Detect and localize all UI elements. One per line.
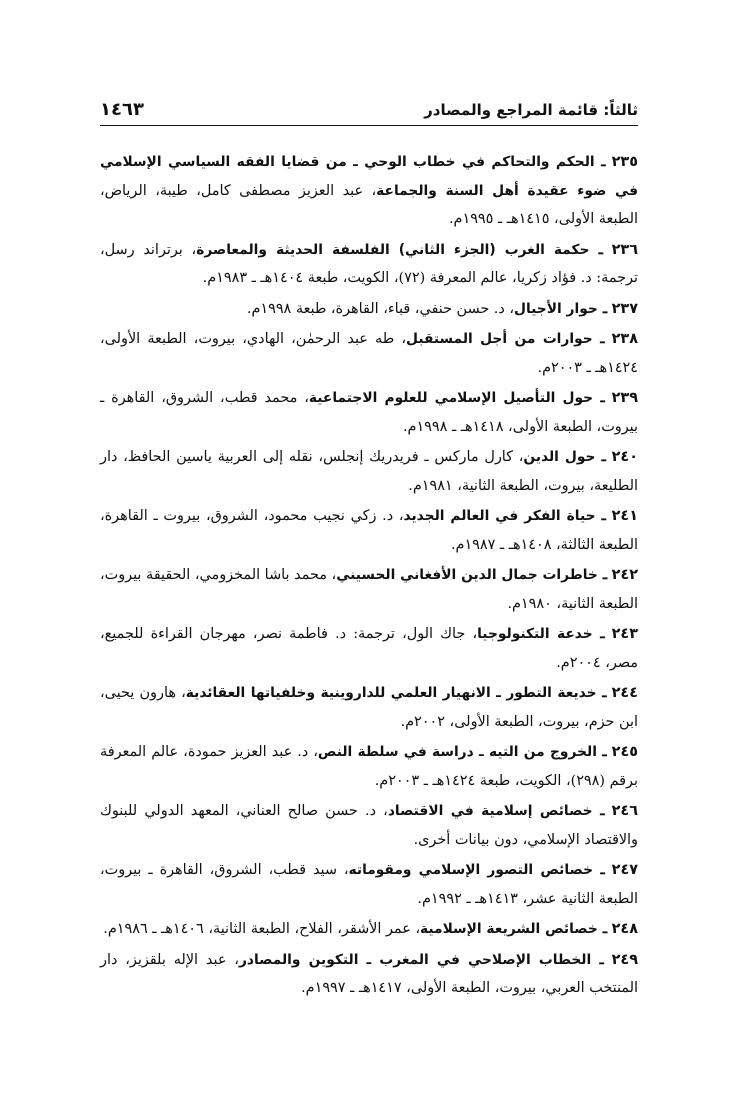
bibliography-entry [100, 946, 638, 1003]
entry-details: ، عبد الإله بلقزيز، دار المنتخب العربي، بيروت، الطبعة الأولى، ١٤١٧هـ ـ ١٩٩٧م. [100, 951, 638, 996]
entry-details: ، كارل ماركس ـ فريدريك إنجلس، نقله إلى العربية ياسين الحافظ، دار الطليعة، بيروت، الطبعة الثانية، ١٩٨١م. [100, 449, 638, 494]
entry-number: ٢٣٥ [611, 154, 638, 170]
entry-title: حول التأصيل الإسلامي للعلوم الاجتماعية [308, 390, 594, 406]
entry-number: ٢٤٠ [611, 449, 638, 465]
entry-dash: ـ [597, 566, 608, 583]
bibliography-entry [100, 384, 638, 441]
bibliography-entry [100, 236, 638, 293]
entry-number: ٢٤٨ [611, 921, 638, 937]
entry-dash: ـ [596, 743, 607, 760]
entry-title: حوار الأجيال [514, 300, 598, 317]
entry-details: ، سيد قطب، الشروق، القاهرة ـ بيروت، الطبعة الثانية عشر، ١٤١٣هـ ـ ١٩٩٢م. [100, 862, 638, 907]
entry-details: ، عبد العزيز مصطفى كامل، طيبة، الرياض، الطبعة الأولى، ١٤١٥هـ ـ ١٩٩٥م. [100, 182, 638, 227]
entry-number: ٢٣٦ [611, 241, 638, 258]
entry-number: ٢٤٢ [611, 567, 639, 583]
entry-title: خصائص إسلامية في الاقتصاد [387, 803, 593, 819]
bibliography-list [100, 148, 638, 1005]
running-header [100, 90, 638, 120]
entry-number: ٢٤٦ [611, 803, 638, 819]
bibliography-entry [100, 856, 638, 913]
entry-details: ، د. عبد العزيز حمودة، عالم المعرفة برقم (٢٩٨)، الكويت، طبعة ١٤٢٤هـ ـ ٢٠٠٣م. [100, 744, 638, 789]
bibliography-entry [100, 561, 638, 618]
bibliography-entry [100, 679, 638, 736]
entry-dash: ـ [592, 625, 605, 642]
entry-details: ، محمد قطب، الشروق، القاهرة ـ بيروت، الطبعة الأولى، ١٤١٨هـ ـ ١٩٩٨م. [100, 390, 638, 435]
entry-details: ، هارون يحيى، ابن حزم، بيروت، الطبعة الأولى، ٢٠٠٢م. [100, 685, 638, 730]
bibliography-entry [100, 443, 638, 500]
entry-number: ٢٣٨ [611, 331, 638, 347]
entry-dash: ـ [592, 802, 605, 819]
bibliography-entry [100, 620, 638, 677]
entry-title: الحكم والتحاكم في خطاب الوحي ـ من قضايا الفقه السياسي الإسلامي في ضوء عقيدة أهل السنة والجماعة [100, 154, 639, 199]
entry-dash: ـ [595, 507, 606, 524]
bibliography-entry [100, 295, 638, 324]
bibliography-entry [100, 502, 638, 559]
entry-number: ٢٤٥ [611, 744, 639, 760]
entry-title: خصائص التصور الإسلامي ومقوماته [348, 862, 594, 878]
entry-number: ٢٤٣ [611, 626, 638, 642]
entry-title: حوارات من أجل المستقبل [406, 331, 593, 347]
entry-title: خديعة التطور ـ الانهيار العلمي للداروينية وخلفياتها العقائدية [185, 685, 597, 701]
entry-dash: ـ [589, 240, 603, 258]
entry-details: ، د. حسن حنفي، قباء، القاهرة، طبعة ١٩٩٨م. [246, 300, 515, 317]
entry-dash: ـ [591, 950, 604, 968]
entry-title: خدعة التكنولوجيا [477, 626, 593, 642]
entry-details: ، طه عبد الرحمٰن، الهادي، بيروت، الطبعة الأولى، ١٤٢٤هـ ـ ٢٠٠٣م. [100, 331, 638, 376]
entry-dash: ـ [593, 389, 605, 406]
entry-details: ، د. زكي نجيب محمود، الشروق، بيروت ـ القاهرة، الطبعة الثالثة، ١٤٠٨هـ ـ ١٩٨٧م. [100, 508, 638, 553]
entry-number: ٢٤٩ [611, 951, 638, 968]
entry-dash: ـ [597, 299, 608, 317]
entry-details: ، د. حسن صالح العناني، المعهد الدولي للبنوك والاقتصاد الإسلامي، دون بيانات أخرى. [100, 803, 638, 848]
page-number: ١٤٦٣ [100, 99, 144, 120]
entry-number: ٢٤٧ [611, 862, 639, 878]
header-rule [100, 125, 638, 126]
entry-title: خاطرات جمال الدين الأفغاني الحسيني [336, 567, 598, 583]
entry-title: حكمة الغرب (الجزء الثاني) الفلسفة الحديثة والمعاصرة [196, 241, 590, 258]
entry-title: حياة الفكر في العالم الجديد [403, 508, 596, 524]
bibliography-entry [100, 325, 638, 382]
entry-dash: ـ [596, 684, 607, 701]
entry-dash: ـ [597, 920, 608, 937]
entry-number: ٢٤٤ [611, 685, 638, 701]
entry-number: ٢٣٩ [611, 390, 638, 406]
entry-title: الخطاب الإصلاحي في المغرب ـ التكوين والمصادر [238, 951, 592, 968]
entry-dash: ـ [593, 861, 605, 878]
bibliography-entry [100, 738, 638, 795]
entry-details: ، برتراند رسل، ترجمة: د. فؤاد زكريا، عالم المعرفة (٧٢)، الكويت، طبعة ١٤٠٤هـ ـ ١٩٨٣م. [100, 241, 638, 286]
entry-details: ، جاك الول، ترجمة: د. فاطمة نصر، مهرجان القراءة للجميع، مصر، ٢٠٠٤م. [100, 626, 638, 671]
entry-title: حول الدين [523, 449, 596, 465]
bibliography-entry [100, 915, 638, 944]
entry-title: الخروج من التيه ـ دراسة في سلطة النص [317, 744, 597, 760]
entry-dash: ـ [592, 330, 605, 347]
entry-details: ، عمر الأشقر، الفلاح، الطبعة الثانية، ١٤٠٦هـ ـ ١٩٨٦م. [103, 921, 421, 937]
entry-number: ٢٤١ [611, 508, 638, 524]
entry-number: ٢٣٧ [611, 300, 638, 317]
entry-title: خصائص الشريعة الإسلامية [420, 921, 598, 937]
entry-details: ، محمد باشا المخزومي، الحقيقة بيروت، الطبعة الثانية، ١٩٨٠م. [100, 567, 638, 612]
entry-dash: ـ [594, 153, 606, 170]
section-title: ثالثاً: قائمة المراجع والمصادر [424, 101, 638, 119]
bibliography-entry [100, 148, 638, 234]
entry-dash: ـ [595, 448, 606, 465]
bibliography-entry [100, 797, 638, 854]
